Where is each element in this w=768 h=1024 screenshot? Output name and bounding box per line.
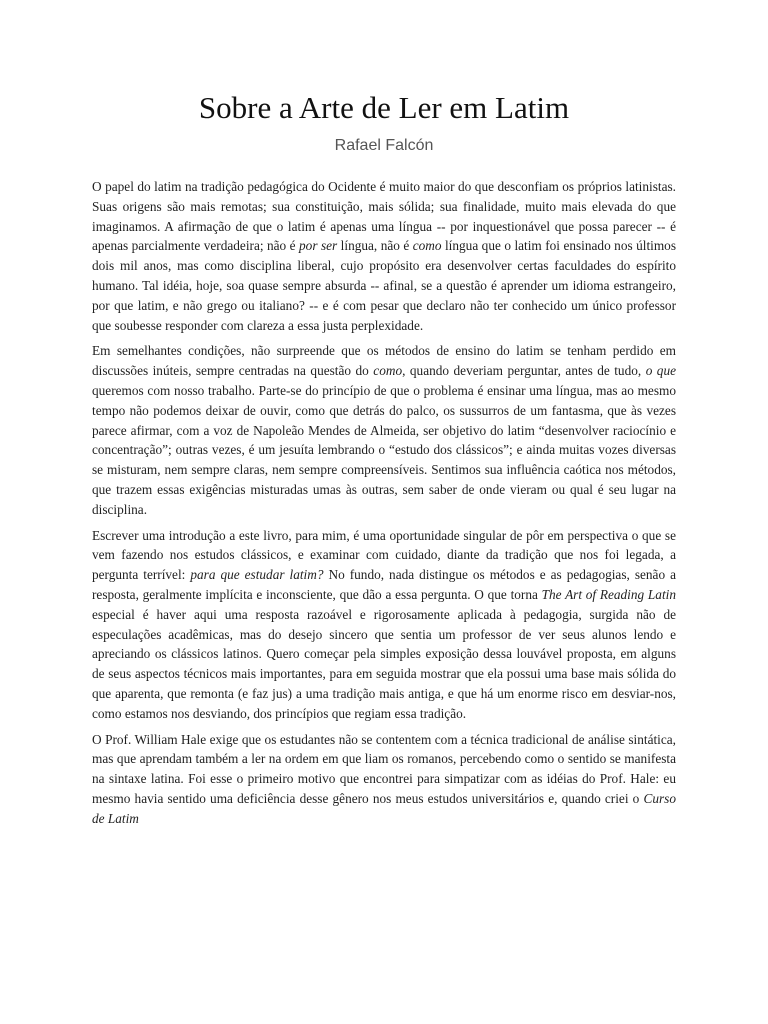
paragraph-2-emphasis-como: como — [373, 363, 403, 379]
paragraph-1-text-a: O papel do latim na tradição pedagógica do Ocidente é muito maior do que desconfiam os próprios latinistas. Suas origens são mais remotas; sua constituição, mais sólida; sua finalidade, muito mais elevada do que imaginamos. A afirmação de que o latim é apenas uma língua -- por inquestionável que possa parecer -- é apenas parcialmente verdadeira; não é — [92, 179, 676, 254]
paragraph-3 — [92, 526, 676, 724]
paragraph-3-text-c: especial é haver aqui uma resposta razoável e rigorosamente aplicada à pedagogia, surgida não de especulações acadêmicas, mas do desejo sincero que sentia um professor de ver seus alunos lendo e apreciando os clássicos latinos. Quero começar pela simples exposição dessa louvável proposta, em alguns de seus aspectos técnicos mais importantes, para em seguida mostrar que ela possui uma base mais sólida do que aparenta, que remonta (e faz jus) a uma tradição mais antiga, e que há um enorme risco em desviar-nos, como estamos nos desviando, dos princípios que regiam essa tradição. — [92, 606, 676, 721]
paragraph-4-emphasis-course-title: Curso de Latim — [92, 790, 676, 826]
paragraph-2-text-c: queremos com nosso trabalho. Parte-se do princípio de que o problema é ensinar uma língua, mas ao mesmo tempo não podemos deixar de ouvir, como que detrás do palco, os sussurros de um fantasma, que às vezes parece afirmar, com a voz de Napoleão Mendes de Almeida, ser objetivo do latim “desenvolver raciocínio e concentração”; outras vezes, é um jesuíta lembrando o “estudo dos clássicos”; e ainda muitas vozes diversas se misturam, nem sempre claras, nem sempre compreensíveis. Sentimos sua influência caótica nos métodos, que trazem essas exigências misturadas umas às outras, sem saber de onde vieram ou qual é seu lugar na disciplina. — [92, 382, 676, 517]
document-body — [92, 177, 676, 829]
paragraph-1-emphasis-como: como — [412, 238, 442, 254]
paragraph-4 — [92, 730, 676, 829]
paragraph-1-emphasis-por-ser: por ser — [299, 238, 338, 254]
paragraph-3-emphasis-book-title: The Art of Reading Latin — [541, 586, 676, 602]
paragraph-1-text-c: língua que o latim foi ensinado nos últimos dois mil anos, mas como disciplina liberal, cujo propósito era desenvolver certas faculdades do espírito humano. Tal idéia, hoje, soa quase sempre absurda -- afinal, se a questão é aprender um idioma estrangeiro, por que latim, e não grego ou italiano? -- e é com pesar que declaro não ter conhecido um único professor que soubesse responder com clareza a essa justa perplexidade. — [92, 238, 677, 333]
paragraph-2-text-b: , quando deveriam perguntar, antes de tudo, — [402, 363, 646, 379]
paragraph-3-text-b: No fundo, nada distingue os métodos e as pedagogias, senão a resposta, geralmente implícita e inconsciente, que dão a essa pergunta. O que torna — [92, 567, 676, 602]
document-page — [92, 88, 676, 835]
paragraph-2-emphasis-o-que: o que — [645, 363, 677, 379]
paragraph-1-text-b: língua, não é — [337, 238, 413, 254]
paragraph-1 — [92, 177, 676, 335]
document-author: Rafael Falcón — [334, 137, 434, 154]
paragraph-3-text-a: Escrever uma introdução a este livro, para mim, é uma oportunidade singular de pôr em perspectiva o que se vem fazendo nos estudos clássicos, e examinar com cuidado, diante da tradição que nos foi legada, a pergunta terrível: — [92, 527, 676, 583]
paragraph-2 — [92, 341, 676, 519]
paragraph-3-emphasis-question: para que estudar latim? — [190, 567, 324, 583]
paragraph-2-text-a: Em semelhantes condições, não surpreende que os métodos de ensino do latim se tenham perdido em discussões inúteis, sempre centradas na questão do — [92, 343, 676, 379]
document-title: Sobre a Arte de Ler em Latim — [198, 90, 570, 125]
paragraph-4-text-a: O Prof. William Hale exige que os estudantes não se contentem com a técnica tradicional de análise sintática, mas que aprendam também a ler na ordem em que liam os romanos, percebendo como o sentido se manifesta na sintaxe latina. Foi esse o primeiro motivo que encontrei para simpatizar com as idéias do Prof. Hale: eu mesmo havia sentido uma deficiência desse gênero nos meus estudos universitários e, quando criei o — [92, 731, 676, 806]
